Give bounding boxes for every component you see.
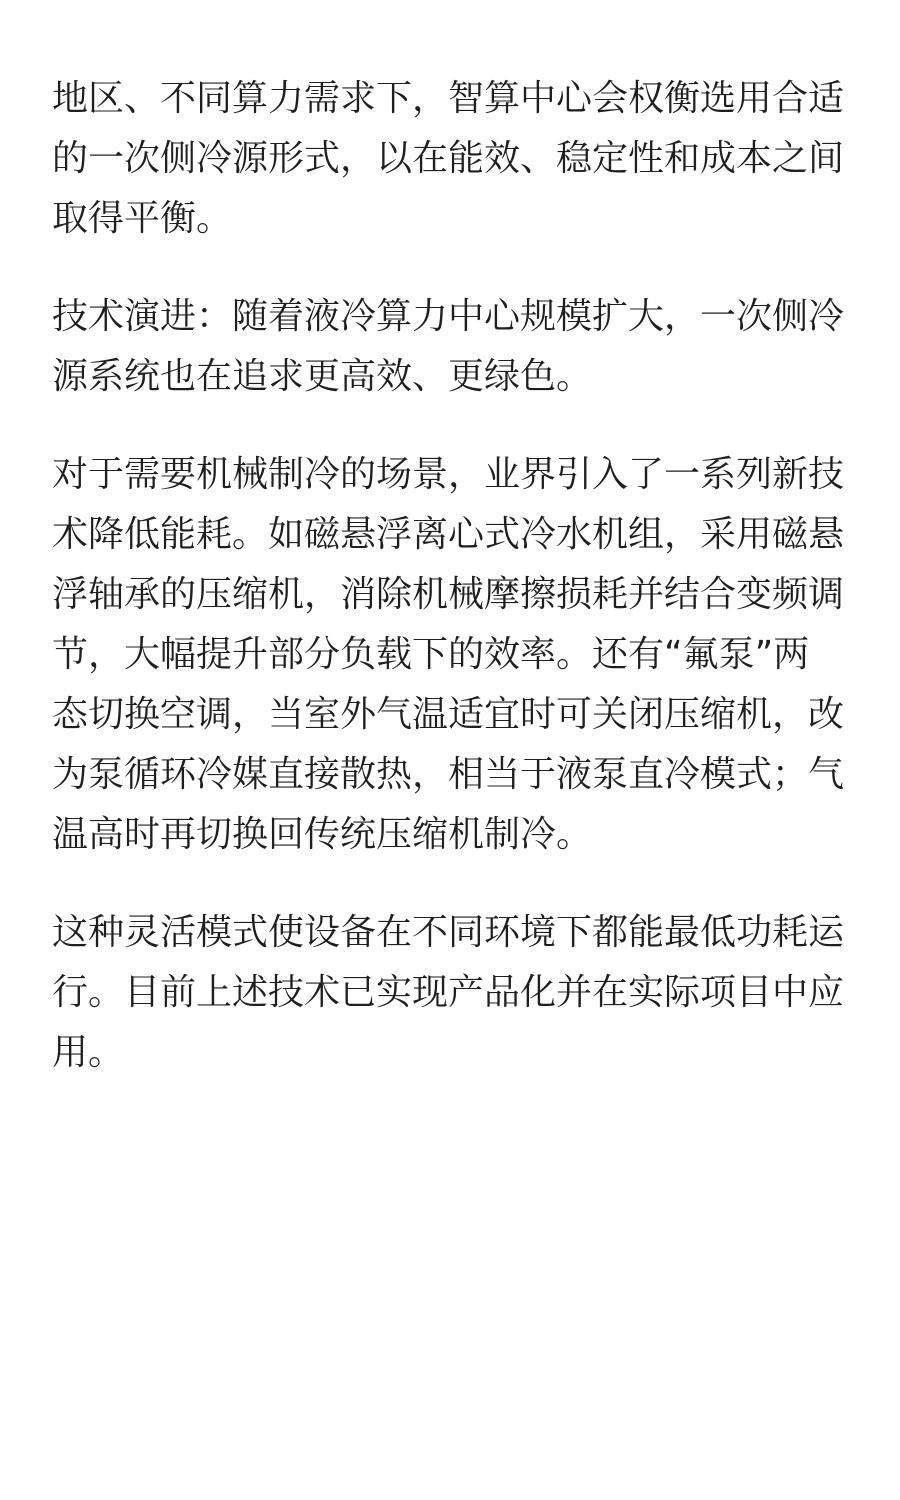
text-line: 态切换空调，当室外气温适宜时可关闭压缩机，改 (52, 694, 845, 735)
paragraph-2 (52, 287, 852, 407)
text-line: 用。 (52, 1032, 125, 1073)
paragraph-4 (52, 903, 852, 1083)
text-line: 的一次侧冷源形式，以在能效、稳定性和成本之间 (52, 138, 845, 179)
text-line: 地区、不同算力需求下，智算中心会权衡选用合适 (52, 78, 845, 119)
text-line: 源系统也在追求更高效、更绿色。 (52, 356, 593, 397)
text-line: 技术演进：随着液冷算力中心规模扩大，一次侧冷 (52, 296, 845, 337)
article-body (52, 69, 852, 1121)
text-line: 取得平衡。 (52, 198, 233, 239)
text-line: 节，大幅提升部分负载下的效率。还有“氟泵”两 (52, 634, 810, 675)
text-line: 行。目前上述技术已实现产品化并在实际项目中应 (52, 972, 845, 1013)
text-line: 对于需要机械制冷的场景，业界引入了一系列新技 (52, 454, 845, 495)
text-line: 术降低能耗。如磁悬浮离心式冷水机组，采用磁悬 (52, 514, 845, 555)
text-line: 温高时再切换回传统压缩机制冷。 (52, 814, 593, 855)
text-line: 为泵循环冷媒直接散热，相当于液泵直冷模式；气 (52, 754, 845, 795)
paragraph-3 (52, 445, 852, 865)
text-line: 这种灵活模式使设备在不同环境下都能最低功耗运 (52, 912, 845, 953)
text-line: 浮轴承的压缩机，消除机械摩擦损耗并结合变频调 (52, 574, 845, 615)
paragraph-1 (52, 69, 852, 249)
